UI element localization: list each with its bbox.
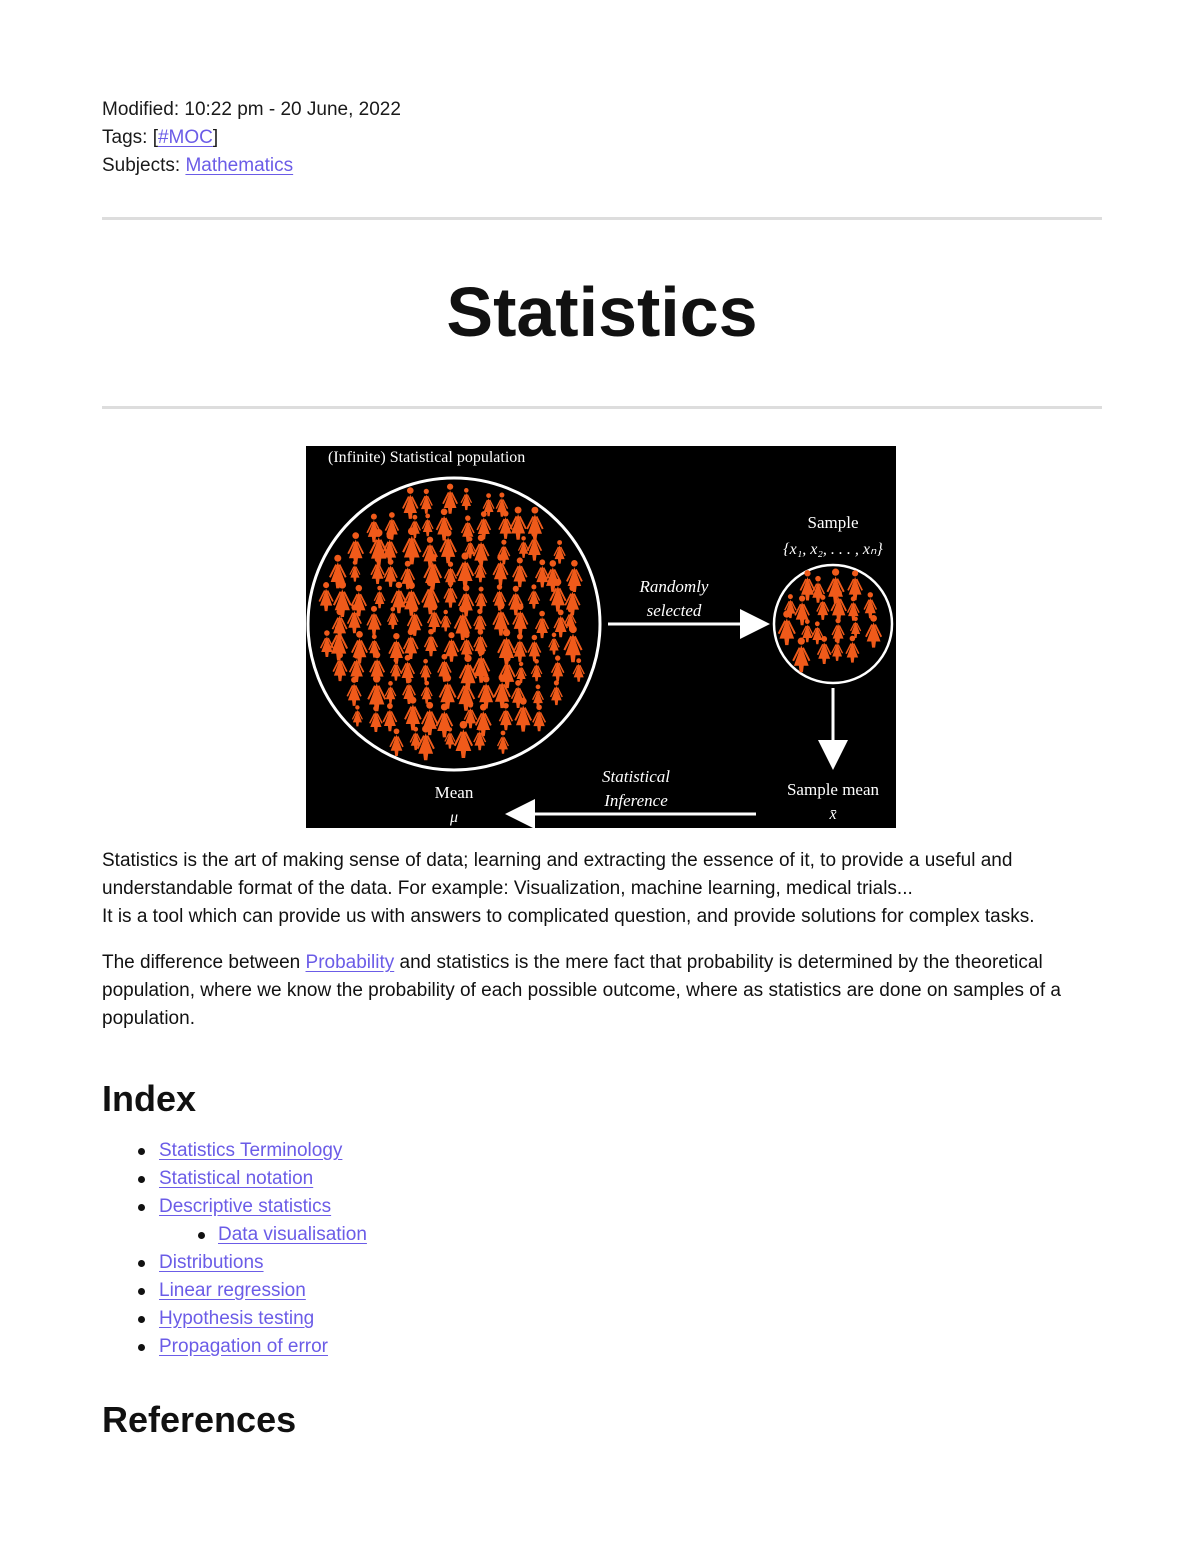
list-item — [102, 1165, 1102, 1193]
subjects-line — [102, 152, 1102, 180]
difference-text-before: The difference between — [102, 952, 306, 973]
list-item — [102, 1305, 1102, 1333]
selected-label: selected — [646, 601, 702, 620]
list-item — [102, 1333, 1102, 1361]
index-link-statistical-notation[interactable]: Statistical notation — [159, 1168, 314, 1189]
metadata-block — [102, 96, 1102, 180]
modified-value: 10:22 pm - 20 June, 2022 — [184, 99, 401, 120]
bullet-icon — [138, 1148, 145, 1155]
difference-paragraph — [102, 949, 1102, 1033]
sample-set: {x₁, x₂, . . . , xₙ} — [783, 541, 883, 558]
index-link-propagation-of-error[interactable]: Propagation of error — [159, 1336, 328, 1357]
index-heading: Index — [102, 1078, 197, 1119]
sample-label: Sample — [807, 513, 859, 532]
bullet-icon — [138, 1176, 145, 1183]
bullet-icon — [138, 1204, 145, 1211]
divider-top — [102, 217, 1102, 220]
sample-mean-symbol: x̄ — [829, 806, 837, 823]
bullet-icon — [138, 1288, 145, 1295]
population-label: (Infinite) Statistical population — [328, 449, 526, 466]
index-link-distributions[interactable]: Distributions — [159, 1252, 264, 1273]
divider-bottom — [102, 406, 1102, 409]
document-page — [102, 96, 1102, 1442]
intro-paragraph — [102, 847, 1102, 931]
bullet-icon — [138, 1344, 145, 1351]
index-link-data-visualisation[interactable]: Data visualisation — [218, 1224, 367, 1245]
figure-container — [102, 446, 1102, 828]
page-title: Statistics — [446, 273, 758, 351]
list-item — [102, 1193, 1102, 1221]
index-link-linear-regression[interactable]: Linear regression — [159, 1280, 306, 1301]
references-heading: References — [102, 1399, 297, 1440]
difference-text-after: and statistics is the mere fact that probability is determined by the theoretical population, where we know the probability of each possible outcome, where as statistics are done on samples of a population. — [102, 952, 1061, 1029]
bullet-icon — [138, 1260, 145, 1267]
tags-line — [102, 124, 1102, 152]
modified-line — [102, 96, 1102, 124]
index-link-statistics-terminology[interactable]: Statistics Terminology — [159, 1140, 343, 1161]
list-item — [102, 1137, 1102, 1165]
index-link-hypothesis-testing[interactable]: Hypothesis testing — [159, 1308, 315, 1329]
tags-label: Tags: — [102, 127, 148, 148]
intro-text-1: Statistics is the art of making sense of data; learning and extracting the essence of it, to provide a useful and understandable format of the data. For example: Visualization, machine learning, medical trials... — [102, 850, 1013, 899]
probability-link[interactable]: Probability — [305, 952, 395, 973]
index-link-descriptive-statistics[interactable]: Descriptive statistics — [159, 1196, 332, 1217]
list-item — [102, 1249, 1102, 1277]
mean-symbol: μ — [449, 809, 459, 826]
subject-link-mathematics[interactable]: Mathematics — [185, 155, 294, 176]
mean-label: Mean — [434, 783, 474, 802]
randomly-label: Randomly — [639, 577, 709, 596]
inference-label: Inference — [604, 791, 668, 810]
index-list — [102, 1137, 1102, 1361]
bullet-icon — [198, 1232, 205, 1239]
sample-mean-label: Sample mean — [786, 780, 880, 799]
statistical-label: Statistical — [602, 767, 670, 786]
list-item — [102, 1221, 1102, 1249]
modified-label: Modified: — [102, 99, 180, 120]
intro-text-2: It is a tool which can provide us with answers to complicated question, and provide solutions for complex tasks. — [102, 906, 1035, 927]
tags-close-bracket: ] — [212, 127, 219, 148]
tags-open-bracket: [ — [152, 127, 158, 148]
population-sample-diagram — [306, 446, 896, 828]
bullet-icon — [138, 1316, 145, 1323]
subjects-label: Subjects: — [102, 155, 181, 176]
tag-link-moc[interactable]: #MOC — [157, 127, 213, 148]
list-item — [102, 1277, 1102, 1305]
